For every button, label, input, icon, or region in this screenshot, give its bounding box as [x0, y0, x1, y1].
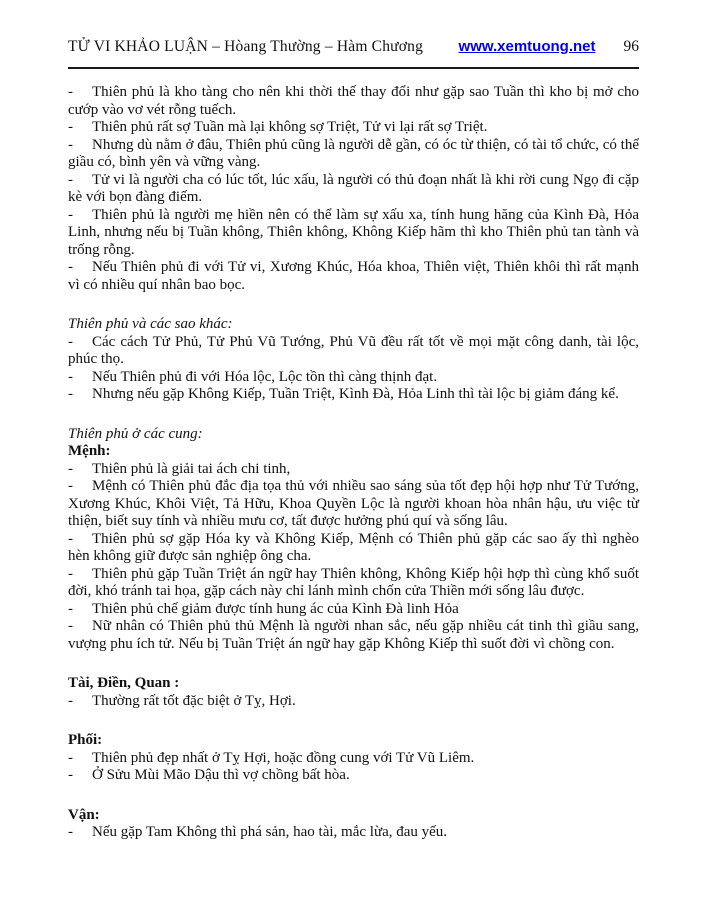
bullet-dash: -: [68, 692, 73, 709]
bullet-text: Nữ nhân có Thiên phủ thủ Mệnh là người nhan sắc, nếu gặp nhiều cát tinh thì giầu sang, vượng phu ích tử. Nếu bị Tuần Triệt án ngữ hay gặp Không Kiếp thì suốt đời vì chồng con.: [68, 618, 639, 652]
section-heading-italic: Thiên phủ ở các cung:: [68, 425, 203, 442]
bullet-text: Thiên phủ là người mẹ hiền nên có thể làm sự xấu xa, tính hung hăng của Kình Đà, Hỏa Linh, nhưng nếu bị Tuần không, Thiên không, Không Kiếp hãm thì kho Thiên phủ tan tành và trống rỗng.: [68, 206, 639, 258]
bullet-dash: -: [68, 259, 73, 275]
section-heading-bold: Vận:: [68, 806, 100, 823]
bullet-dash: -: [68, 478, 73, 494]
bullet-text: Thiên phủ là giải tai ách chi tinh,: [92, 460, 291, 477]
bullet-text: Mệnh có Thiên phủ đắc địa tọa thủ với nhiều sao sáng sủa tốt đẹp hội hợp như Tử Tướng, Xương Khúc, Khôi Việt, Tả Hữu, Khoa Quyền Lộc là người khoan hòa nhân hậu, ưu việc từ thiện, biết suy tính và nhiều mưu cơ, tất được hưởng phú quí và sống lâu.: [68, 478, 639, 529]
bullet-item: [68, 601, 639, 619]
bullet-item: [68, 334, 639, 369]
bullet-text: Thiên phủ sợ gặp Hóa ky và Không Kiếp, Mệnh có Thiên phủ gặp các sao ấy thì nghèo hèn không giữ được sản nghiệp ông cha.: [68, 530, 639, 564]
bullet-text: Các cách Tử Phủ, Tử Phủ Vũ Tướng, Phủ Vũ đều rất tốt về mọi mặt công danh, tài lộc, phúc thọ.: [68, 333, 639, 367]
page-header: [68, 39, 639, 55]
bullet-dash: -: [68, 119, 73, 135]
bullet-item: [68, 259, 639, 294]
bullet-text: Thiên phủ chế giảm được tính hung ác của Kình Đà linh Hỏa: [92, 600, 459, 617]
bullet-item: [68, 618, 639, 653]
bullet-text: Nhưng dù nằm ở đâu, Thiên phủ cũng là người dễ gần, có óc từ thiện, có tài tổ chức, có thể giầu có, bình yên và vững vàng.: [68, 136, 639, 170]
paragraph-spacer: [68, 294, 639, 316]
bullet-dash: -: [68, 333, 73, 350]
bullet-item: [68, 119, 639, 137]
bullet-item: [68, 566, 639, 601]
bullet-dash: -: [68, 386, 73, 402]
bullet-item: [68, 767, 639, 785]
bullet-item: [68, 750, 639, 768]
document-body: [68, 84, 639, 842]
bullet-item: [68, 207, 639, 260]
bullet-dash: -: [68, 824, 73, 840]
bullet-item: [68, 824, 639, 842]
bullet-dash: -: [68, 767, 73, 783]
bullet-item: [68, 461, 639, 479]
paragraph-spacer: [68, 785, 639, 807]
bullet-dash: -: [68, 600, 73, 617]
bullet-item: [68, 693, 639, 711]
bullet-item: [68, 478, 639, 531]
bullet-item: [68, 84, 639, 119]
bullet-dash: -: [68, 530, 73, 547]
bullet-item: [68, 369, 639, 387]
bullet-text: Nếu Thiên phủ đi với Hóa lộc, Lộc tồn thì càng thịnh đạt.: [92, 368, 438, 385]
bullet-text: Nếu Thiên phủ đi với Tử vi, Xương Khúc, Hóa khoa, Thiên việt, Thiên khôi thì rất mạnh vì có nhiều quí nhân bao bọc.: [68, 259, 639, 293]
bullet-text: Nếu gặp Tam Không thì phá sản, hao tài, mắc lừa, đau yếu.: [92, 824, 448, 840]
bullet-item: [68, 386, 639, 404]
paragraph-spacer: [68, 710, 639, 732]
section-heading-bold: Tài, Điền, Quan :: [68, 675, 180, 691]
bullet-dash: -: [68, 136, 73, 153]
section-heading-bold: Mệnh:: [68, 443, 111, 459]
bullet-text: Nhưng nếu gặp Không Kiếp, Tuần Triệt, Kình Đà, Hỏa Linh thì tài lộc bị giảm đáng kể.: [92, 386, 619, 402]
bullet-dash: -: [68, 368, 73, 385]
bullet-dash: -: [68, 460, 73, 477]
bullet-text: Thiên phủ rất sợ Tuần mà lại không sợ Triệt, Tử vi lại rất sợ Triệt.: [92, 119, 488, 135]
header-divider-rule: [68, 67, 639, 69]
bullet-text: Thường rất tốt đặc biệt ở Tỵ, Hợi.: [92, 692, 296, 709]
bullet-dash: -: [68, 565, 73, 582]
bullet-text: Tử vi là người cha có lúc tốt, lúc xấu, là người có thủ đoạn nhất là khi rời cung Ngọ đi cặp kè với bọn đàng điếm.: [68, 171, 639, 205]
bullet-text: Thiên phủ đẹp nhất ở Tỵ Hợi, hoặc đồng cung với Tử Vũ Liêm.: [92, 749, 475, 766]
section-heading-bold: Phối:: [68, 732, 103, 748]
page-number: 96: [623, 38, 639, 55]
bullet-item: [68, 137, 639, 172]
bullet-dash: -: [68, 206, 73, 223]
bullet-item: [68, 531, 639, 566]
bullet-dash: -: [68, 171, 73, 188]
header-title: TỬ VI KHẢO LUẬN – Hòang Thường – Hàm Chương: [68, 38, 424, 55]
bullet-dash: -: [68, 84, 73, 100]
bullet-item: [68, 172, 639, 207]
header-website-link[interactable]: www.xemtuong.net: [458, 38, 596, 55]
section-heading-italic: Thiên phủ và các sao khác:: [68, 316, 233, 332]
bullet-dash: -: [68, 749, 73, 766]
bullet-text: Thiên phủ gặp Tuần Triệt án ngữ hay Thiên không, Không Kiếp hội hợp thì cùng khổ suốt đời, khó tránh tai họa, gặp cách này chỉ lánh mình chốn cửa Thiền mới sống lâu được.: [68, 565, 639, 599]
paragraph-spacer: [68, 653, 639, 675]
bullet-text: Ở Sửu Mùi Mão Dậu thì vợ chồng bất hòa.: [92, 767, 350, 783]
paragraph-spacer: [68, 404, 639, 426]
bullet-text: Thiên phủ là kho tàng cho nên khi thời thế thay đổi như gặp sao Tuần thì kho bị mở cho cướp vào vơ vét rỗng tuếch.: [68, 84, 639, 118]
bullet-dash: -: [68, 618, 73, 634]
